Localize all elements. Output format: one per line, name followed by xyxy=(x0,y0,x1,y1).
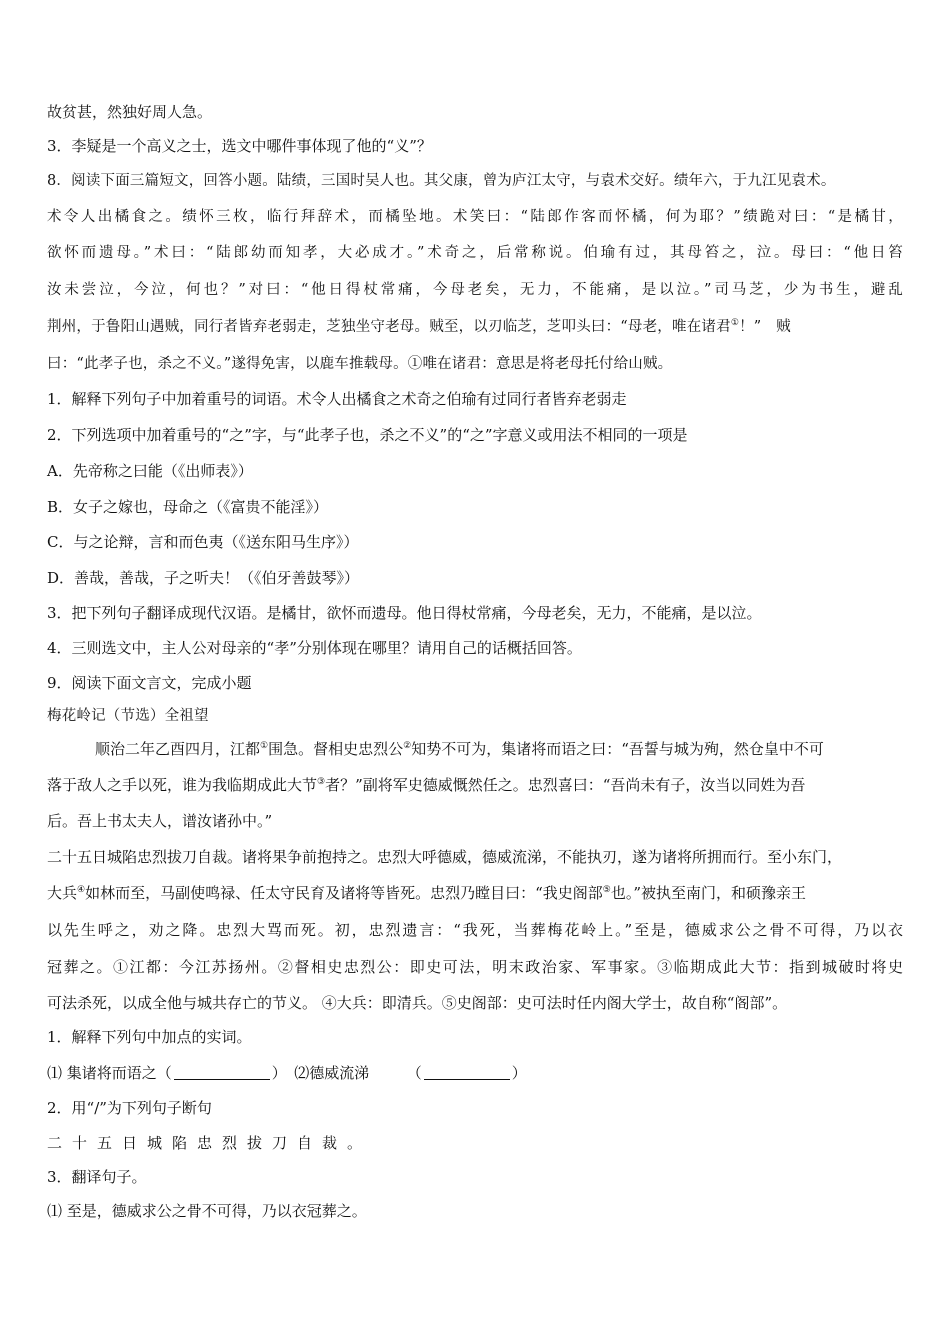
passage-line: 欲怀而遗母。”术曰：“陆郎幼而知孝，大必成才。”术奇之，后常称说。伯瑜有过，其母笞之，泣。母曰：“他日笞 xyxy=(47,245,903,261)
sentence-to-punctuate: 二十五日城陷忠烈拔刀自裁。 xyxy=(47,1134,373,1152)
fill-in-line xyxy=(47,1063,527,1083)
footnote-marker: ⑤ xyxy=(602,885,611,895)
passage-line xyxy=(47,775,805,795)
option-c: C．与之论辩，言和而色夷（《送东阳马生序》） xyxy=(47,533,359,551)
passage-text: 也。”被执至南门，和硕豫亲王 xyxy=(610,884,807,902)
text-line: 故贫甚，然独好周人急。 xyxy=(47,103,213,121)
sub-question-3: 3．翻译句子。 xyxy=(47,1168,147,1186)
sub-question-3: 3．把下列句子翻译成现代汉语。是橘甘，欲怀而遗母。他日得杖常痛，今母老矣，无力，不能痛，是以泣。 xyxy=(47,604,762,622)
passage-line xyxy=(47,883,806,903)
passage-line: 术令人出橘食之。绩怀三枚，临行拜辞术，而橘坠地。术笑曰：“陆郎作客而怀橘，何为耶？”绩跪对曰：“是橘甘， xyxy=(47,209,903,225)
passage-text: 落于敌人之手以死，谁为我临期成此大节 xyxy=(47,776,318,794)
question-3-li-yi: 3．李疑是一个高义之士，选文中哪件事体现了他的“义”？ xyxy=(47,137,432,155)
answer-blank-2[interactable] xyxy=(424,1065,510,1080)
footnotes-line: 可法杀死，以成全他与城共存亡的节义。 ④大兵：即清兵。⑤史阁部：史可法时任内阁大学士，故自称“阁部”。 xyxy=(47,994,788,1012)
answer-blank-1[interactable] xyxy=(174,1065,270,1080)
sub-question-2: 2．用“/”为下列句子断句 xyxy=(47,1099,212,1117)
passage-text: 围急。督相史忠烈公 xyxy=(268,740,404,758)
footnote-marker: ① xyxy=(730,318,740,328)
passage-line: 后。吾上书太夫人，谱汝诸孙中。” xyxy=(47,812,273,830)
passage-text: 荆州，于鲁阳山遇贼，同行者皆弃老弱走，芝独坐守老母。贼至，以刃临芝，芝叩头曰：“母老，唯在诸君 xyxy=(47,319,731,335)
prompt-text: ） xyxy=(511,1064,527,1082)
option-a: A．先帝称之曰能（《出师表》） xyxy=(47,462,253,480)
passage-line xyxy=(95,739,824,759)
passage-text: 如林而至，马副使鸣禄、任太守民育及诸将等皆死。忠烈乃瞠目曰：“我史阁部 xyxy=(85,884,603,902)
passage-text: ！” 贼 xyxy=(739,319,791,335)
footnotes-line: 冠葬之。①江都：今江苏扬州。②督相史忠烈公：即史可法，明末政治家、军事家。③临期成此大节：指到城破时将史 xyxy=(47,958,903,976)
passage-line: 以先生呼之，劝之降。忠烈大骂而死。初，忠烈遗言：“我死，当葬梅花岭上。”至是，德威求公之骨不可得，乃以衣 xyxy=(47,921,903,939)
passage-line: 汝未尝泣，今泣，何也？”对曰：“他日得杖常痛，今母老矣，无力，不能痛，是以泣。”司马芝，少为书生，避乱 xyxy=(47,282,903,298)
prompt-text: ⑴ 集诸将而语之（ xyxy=(47,1064,172,1082)
passage-text: 大兵 xyxy=(47,884,78,902)
passage-text: 者？”副将军史德威慨然任之。忠烈喜曰：“吾尚未有子，汝当以同姓为吾 xyxy=(325,776,806,794)
footnote-marker: ① xyxy=(260,741,269,751)
footnote-marker: ② xyxy=(403,741,412,751)
translation-item: ⑴ 至是，德威求公之骨不可得，乃以衣冠葬之。 xyxy=(47,1202,367,1220)
sub-question-2: 2．下列选项中加着重号的“之”字，与“此孝子也，杀之不义”的“之”字意义或用法不相同的一项是 xyxy=(47,426,688,444)
passage-title: 梅花岭记（节选）全祖望 xyxy=(47,708,209,724)
question-9-heading: 9．阅读下面文言文，完成小题 xyxy=(47,674,252,692)
option-d: D．善哉，善哉，子之听夫！（《伯牙善鼓琴》） xyxy=(47,569,360,587)
passage-text: 顺治二年乙酉四月，江都 xyxy=(95,740,261,758)
question-8-passage-line: 8．阅读下面三篇短文，回答小题。陆绩，三国时吴人也。其父康，曾为庐江太守，与袁术交好。绩年六，于九江见袁术。 xyxy=(47,173,836,189)
sub-question-4: 4．三则选文中，主人公对母亲的“孝”分别体现在哪里？请用自己的话概括回答。 xyxy=(47,639,582,657)
sub-question-1: 1．解释下列句中加点的实词。 xyxy=(47,1028,252,1046)
passage-line xyxy=(47,317,791,337)
prompt-text: ） ⑵德威流涕 （ xyxy=(271,1064,422,1082)
passage-text: 知势不可为，集诸将而语之曰：“吾誓与城为殉，然仓皇中不可 xyxy=(411,740,824,758)
sub-question-1: 1．解释下列句子中加着重号的词语。术令人出橘食之术奇之伯瑜有过同行者皆弃老弱走 xyxy=(47,390,627,408)
footnote-marker: ③ xyxy=(317,777,326,787)
option-b: B．女子之嫁也，母命之（《富贵不能淫》） xyxy=(47,498,329,516)
passage-line: 曰：“此孝子也，杀之不义。”遂得免害，以鹿车推载母。①唯在诸君：意思是将老母托付给山贼。 xyxy=(47,356,673,372)
passage-line: 二十五日城陷忠烈拔刀自裁。诸将果争前抱持之。忠烈大呼德威，德威流涕，不能执刃，遂为诸将所拥而行。至小东门， xyxy=(47,848,843,866)
footnote-marker: ④ xyxy=(77,885,86,895)
